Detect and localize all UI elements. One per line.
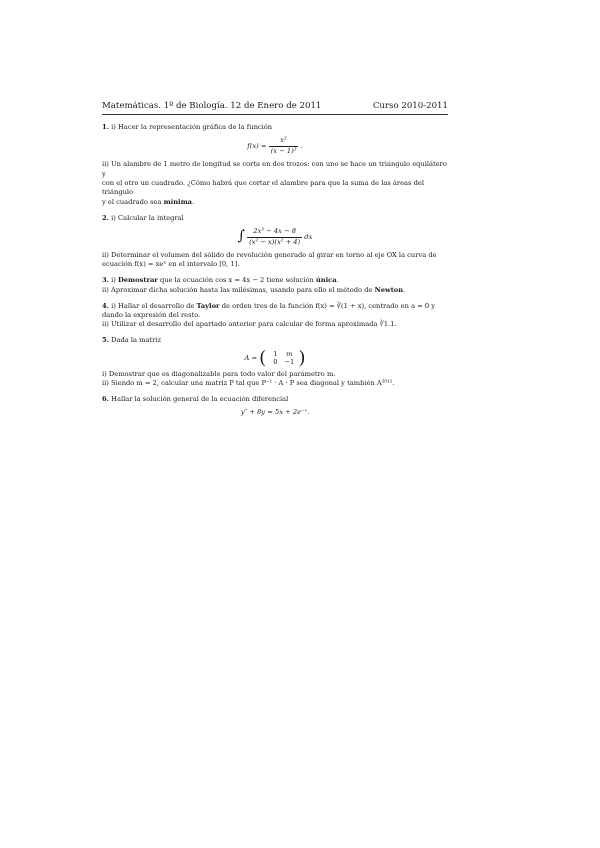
problem-1-number: 1. [102, 123, 109, 131]
problem-1-part2-line1: ii) Un alambre de 1 metro de longitud se corta en dos trozos: con uno se hace un triángulo equilátero y [102, 160, 447, 178]
problem-2-fraction: $\frac{\text{2x³ − 4x − 8}}{\text{(x² − x)(x² + 4)}}$ [249, 227, 301, 246]
problem-3-line1: 3. i) Demostrar que la ecuación cos x = 4x − 2 tiene solución única. [102, 276, 339, 285]
right-paren: ) [298, 347, 306, 369]
problem-2-intro: i) Calcular la integral [111, 213, 184, 222]
problem-2-part2-line2: ecuación f(x) = xeˣ en el intervalo [0, 1]. [102, 260, 240, 269]
problem-6-intro: Hallar la solución general de la ecuación diferencial [111, 395, 289, 404]
problem-1 [102, 123, 448, 207]
problem-5-line2: ii) Siendo m = 2, calcular una matriz P tal que P⁻¹ · A · P sea diagonal y también A²⁰¹¹. [102, 379, 395, 388]
header-divider [102, 114, 448, 115]
problem-5-intro: Dada la matriz [111, 336, 161, 345]
problem-3 [102, 276, 448, 295]
problem-4-number: 4. [102, 301, 109, 310]
problem-6-number: 6. [102, 395, 109, 404]
problem-6 [102, 395, 448, 418]
left-paren: ( [259, 347, 267, 369]
problem-5-number: 5. [102, 336, 109, 345]
problem-4-line1: 4. i) Hallar el desarrollo de Taylor de orden tres de la función f(x) = ∛(1 + x), centrado en a = 0 y [102, 301, 436, 310]
exam-header [102, 101, 448, 115]
header-title: Matemáticas. 1º de Biología. 12 de Enero de 2011 [102, 101, 322, 111]
problem-4 [102, 302, 448, 330]
problem-1-formula: f(x) = $\frac{\text{x²}}{\text{(x − 1)²}}$ . [247, 136, 303, 155]
problem-1-part2-line2: con el otro un cuadrado. ¿Cómo habrá que cortar el alambre para que la suma de las áreas del triángulo [102, 179, 424, 197]
problem-1-intro: i) Hacer la representación gráfica de la función [111, 123, 273, 131]
integral-sign: ∫ [237, 228, 245, 245]
header-course: Curso 2010-2011 [372, 101, 448, 111]
problem-5 [102, 336, 448, 388]
problem-2 [102, 214, 448, 270]
exam-body [102, 123, 448, 424]
problem-2-formula: ∫ $\frac{\text{2x³ − 4x − 8}}{\text{(x² − x)(x² + 4)}}$ dx [237, 227, 313, 246]
problem-2-part2-line1: ii) Determinar el volumen del sólido de revolución generado al girar en torno al eje OX la curva de [102, 250, 437, 259]
matrix-a [259, 347, 306, 369]
problem-1-part2-line3: y el cuadrado sea mínima. [102, 197, 195, 206]
problem-4-line3: ii) Utilizar el desarrollo del apartado anterior para calcular de forma aproximada ∛1.1. [102, 320, 397, 329]
problem-3-number: 3. [102, 276, 109, 285]
problem-2-number: 2. [102, 213, 109, 222]
problem-5-matrix-formula: A = ( 1 m 0 −1 ) [244, 347, 306, 369]
problem-6-formula: y″ + 8y = 5x + 2e⁻ˣ. [240, 408, 310, 417]
problem-4-line2: dando la expresión del resto. [102, 311, 201, 319]
problem-3-line2: ii) Aproximar dicha solución hasta las milésimas, usando para ello el método de Newton. [102, 285, 406, 294]
problem-5-line1: i) Demostrar que es diagonalizable para todo valor del parámetro m. [102, 369, 336, 378]
matrix-row-1: 1 m [273, 349, 293, 358]
matrix-row-2: 0 −1 [273, 357, 295, 366]
problem-1-fraction: $\frac{\text{x²}}{\text{(x − 1)²}}$ [270, 136, 297, 155]
